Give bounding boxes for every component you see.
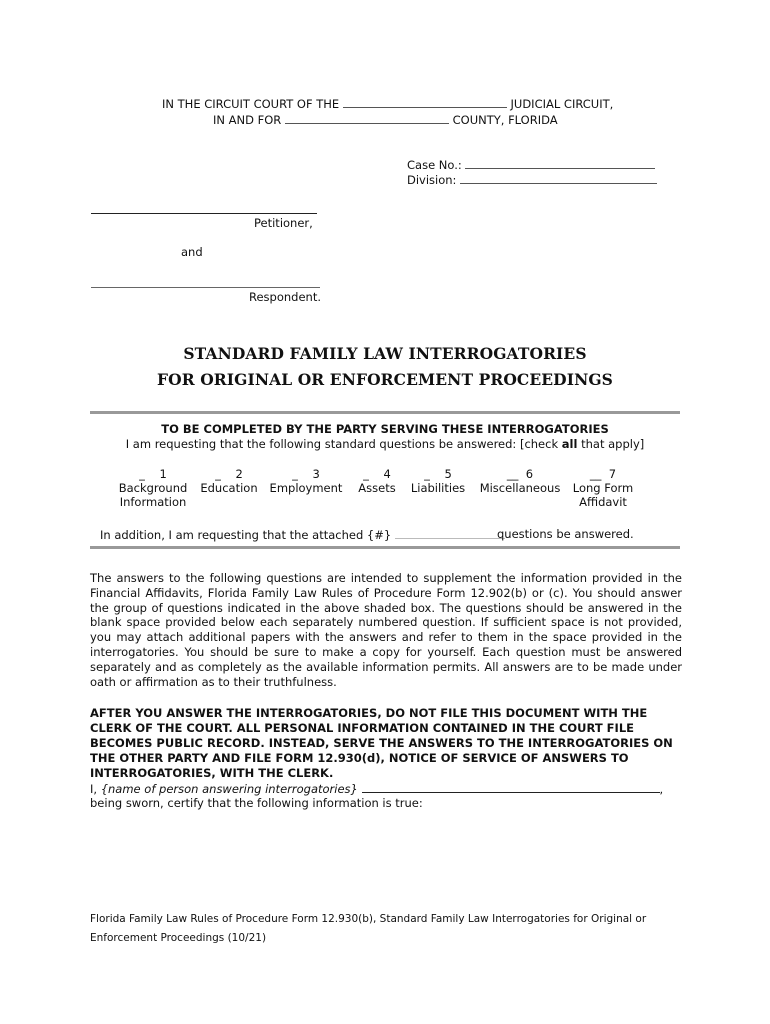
circuit-field[interactable] (343, 96, 507, 108)
option-label: Assets (358, 481, 396, 495)
county-prefix: IN AND FOR (213, 113, 282, 127)
instruction-bold: all (561, 437, 578, 451)
option-number: _ 1 (139, 467, 167, 481)
option-assets[interactable] (355, 467, 399, 495)
sworn-line (90, 781, 663, 796)
option-employment[interactable] (268, 467, 344, 495)
title-line-1: STANDARD FAMILY LAW INTERROGATORIES (183, 344, 587, 363)
county-line (213, 112, 558, 127)
option-label: Miscellaneous (479, 481, 561, 495)
and-label: and (181, 245, 203, 259)
option-label: Education (200, 481, 258, 495)
petitioner-label: Petitioner, (254, 216, 313, 230)
option-label: Long Form Affidavit (572, 481, 634, 509)
option-number: _ 5 (424, 467, 452, 481)
sworn-prefix: I, (90, 782, 101, 796)
name-field[interactable] (362, 781, 660, 793)
option-background[interactable] (117, 467, 189, 509)
option-number: __ 6 (506, 467, 534, 481)
division-line (407, 172, 657, 187)
addition-pre: In addition, I am requesting that the attached {#} (100, 528, 392, 542)
box-bottom-rule (90, 546, 680, 549)
county-suffix: COUNTY, FLORIDA (452, 113, 558, 127)
county-field[interactable] (285, 112, 449, 124)
case-no-field[interactable] (465, 157, 655, 169)
option-long-form-affidavit[interactable] (570, 467, 636, 509)
respondent-label: Respondent. (249, 290, 321, 304)
petitioner-field[interactable] (91, 213, 317, 214)
option-education[interactable] (199, 467, 259, 495)
option-number: _ 4 (363, 467, 391, 481)
warning-paragraph: AFTER YOU ANSWER THE INTERROGATORIES, DO NOT FILE THIS DOCUMENT WITH THE CLERK OF THE COURT. ALL PERSONAL INFORMATION CONTAINED IN THE COURT FILE BECOMES PUBLIC RECORD. INSTEAD, SERVE THE ANSWERS TO THE INTERROGATORIES ON THE OTHER PARTY AND FILE FORM 12.930(d), NOTICE OF SERVICE OF ANSWERS TO INTERROGATORIES, WITH THE CLERK. (90, 706, 673, 780)
sworn-comma: , (659, 782, 664, 796)
option-label: Background Information (118, 481, 188, 509)
footer-line-2: Enforcement Proceedings (10/21) (90, 932, 267, 944)
option-label: Liabilities (410, 481, 466, 495)
box-heading: TO BE COMPLETED BY THE PARTY SERVING THESE INTERROGATORIES (161, 422, 609, 436)
box-top-rule (90, 411, 680, 414)
division-label: Division: (407, 173, 457, 187)
circuit-prefix: IN THE CIRCUIT COURT OF THE (162, 97, 340, 111)
instructions-paragraph: The answers to the following questions are intended to supplement the information provided in the Financial Affidavits, Florida Family Law Rules of Procedure Form 12.902(b) or (c). You should answer the group of questions indicated in the above shaded box. The questions should be answered in the blank space provided below each separately numbered question. If sufficient space is not provided, you may attach additional papers with the answers and refer to them in the space provided in the interrogatories. You should be sure to make a copy for yourself. Each question must be answered separately and as completely as the available information permits. All answers are to be made under oath or affirmation as to their truthfulness. (90, 571, 682, 689)
box-instruction (0, 437, 770, 451)
option-number: __ 7 (589, 467, 617, 481)
addition-line (100, 527, 505, 542)
option-miscellaneous[interactable] (477, 467, 563, 495)
sworn-line-2: being sworn, certify that the following information is true: (90, 796, 423, 810)
case-no-label: Case No.: (407, 158, 462, 172)
respondent-field[interactable] (91, 287, 320, 288)
instruction-pre: I am requesting that the following standard questions be answered: [check (125, 437, 562, 451)
footer-line-1: Florida Family Law Rules of Procedure Form 12.930(b), Standard Family Law Interrogatories for Original or (90, 913, 647, 925)
addition-post: questions be answered. (497, 527, 634, 541)
instruction-post: that apply] (577, 437, 645, 451)
option-number: _ 3 (292, 467, 320, 481)
title-line-2: FOR ORIGINAL OR ENFORCEMENT PROCEEDINGS (157, 370, 613, 389)
attached-count-field[interactable] (395, 527, 505, 539)
sworn-italic: {name of person answering interrogatories} (100, 782, 358, 796)
case-no-line (407, 157, 655, 172)
option-liabilities[interactable] (408, 467, 468, 495)
division-field[interactable] (460, 172, 657, 184)
option-number: _ 2 (215, 467, 243, 481)
circuit-suffix: JUDICIAL CIRCUIT, (510, 97, 614, 111)
circuit-line (162, 96, 613, 111)
option-label: Employment (269, 481, 343, 495)
